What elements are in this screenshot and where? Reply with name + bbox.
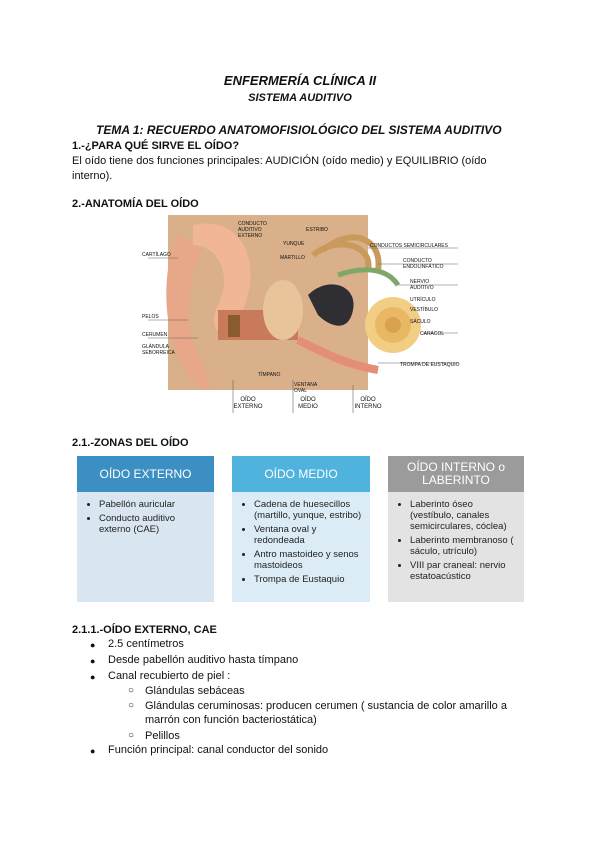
section-1-heading: 1.-¿PARA QUÉ SIRVE EL OÍDO? [72, 140, 240, 152]
list-item: marrón con función bacteriostática) [145, 714, 317, 726]
zone-item: • Conducto auditivo externo (CAE) [99, 513, 208, 535]
zone-item: • Antro mastoideo y senos mastoideos [254, 549, 364, 571]
label-martillo: MARTILLO [280, 255, 305, 261]
list-item: Desde pabellón auditivo hasta tímpano [108, 654, 299, 666]
zone-list-interno [388, 492, 524, 582]
zone-title-externo: OÍDO EXTERNO [77, 456, 214, 492]
zone-box-externo [77, 456, 214, 602]
circle-bullet-icon: ○ [128, 700, 135, 711]
bullet-icon: ● [90, 746, 96, 756]
list-item: Canal recubierto de piel : [108, 670, 231, 682]
zone-item: • VIII par craneal: nervio estatoacústico [410, 560, 518, 582]
label-caracol: CARACOL [420, 331, 445, 337]
section-1-line1: El oído tiene dos funciones principales: AUDICIÓN (oído medio) y EQUILIBRIO (oído [72, 155, 487, 167]
zone-item: • Cadena de huesecillos (martillo, yunque, estribo) [254, 499, 364, 521]
zone-box-interno [388, 456, 524, 602]
document-title: ENFERMERÍA CLÍNICA II [223, 73, 377, 88]
zone-item: • Ventana oval y redondeada [254, 524, 364, 546]
ear-anatomy-figure [138, 215, 463, 413]
label-estribo: ESTRIBO [306, 227, 328, 233]
label-pelos: PELOS [142, 314, 159, 320]
section-1-line2: interno). [72, 170, 113, 182]
zone-list-externo [77, 492, 214, 535]
label-saculo: SÁCULO [410, 319, 431, 325]
label-conductos-semi: CONDUCTOS SEMICIRCULARES [370, 243, 448, 249]
label-vestibulo: VESTÍBULO [410, 307, 439, 313]
zone-item: • Laberinto óseo (vestíbulo, canales semicirculares, cóclea) [410, 499, 518, 532]
bullet-icon: ● [90, 640, 96, 650]
circle-bullet-icon: ○ [128, 730, 135, 741]
document-subtitle: SISTEMA AUDITIVO [248, 92, 352, 104]
label-utriculo: UTRÍCULO [410, 297, 436, 303]
list-item: Glándulas sebáceas [145, 685, 245, 697]
label-ventana: VENTANA OVAL [294, 382, 317, 394]
zone-item: • Laberinto membranoso ( sáculo, utrículo) [410, 535, 518, 557]
section-2-1-1-heading: 2.1.1.-OÍDO EXTERNO, CAE [72, 624, 217, 636]
zone-list-medio [232, 492, 370, 585]
label-oido-interno: OÍDO INTERNO [354, 397, 382, 410]
list-item: Glándulas ceruminosas: producen cerumen ( sustancia de color amarillo a [145, 700, 507, 712]
label-timpano: TÍMPANO [258, 372, 281, 378]
bullet-icon: ● [90, 656, 96, 666]
zone-item: • Trompa de Eustaquio [254, 574, 364, 585]
section-2-1-heading: 2.1.-ZONAS DEL OÍDO [72, 437, 189, 449]
zone-title-interno: OÍDO INTERNO o LABERINTO [388, 456, 524, 492]
label-nervio: NERVIO AUDITIVO [410, 279, 434, 291]
label-oido-medio: OÍDO MEDIO [298, 397, 318, 410]
label-yunque: YUNQUE [283, 241, 305, 247]
zone-title-medio: OÍDO MEDIO [232, 456, 370, 492]
list-item: 2.5 centímetros [108, 638, 184, 650]
label-conducto: CONDUCTO AUDITIVO EXTERNO [238, 221, 267, 239]
list-item: Función principal: canal conductor del sonido [108, 744, 329, 756]
label-cerumen: CERUMEN [142, 332, 168, 338]
bullet-icon: ● [90, 672, 96, 682]
label-cartilago: CARTÍLAGO [142, 252, 171, 258]
section-2-heading: 2.-ANATOMÍA DEL OÍDO [72, 198, 199, 210]
label-oido-externo: OÍDO EXTERNO [233, 397, 263, 410]
label-trompa: TROMPA DE EUSTAQUIO [400, 362, 460, 368]
list-item: Pelillos [145, 730, 180, 742]
zone-box-medio [232, 456, 370, 602]
label-conducto-endo: CONDUCTO ENDOLINFÁTICO [403, 258, 444, 270]
circle-bullet-icon: ○ [128, 685, 135, 696]
tema-heading: TEMA 1: RECUERDO ANATOMOFISIOLÓGICO DEL SISTEMA AUDITIVO [96, 123, 502, 137]
label-glandula: GLÁNDULA SEBORREICA [142, 344, 175, 356]
zone-item: • Pabellón auricular [99, 499, 208, 510]
